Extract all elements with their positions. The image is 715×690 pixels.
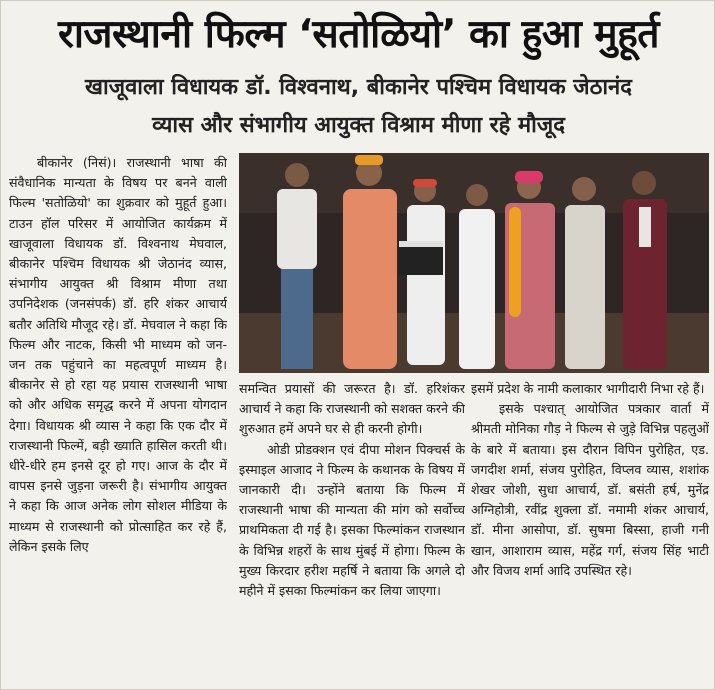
article-column-2 xyxy=(239,379,465,687)
paragraph: बीकानेर (निसं)। राजस्थानी भाषा की संवैधानिक मान्यता के विषय पर बनने वाली फिल्म 'सतोळियो' का शुक्रवार को मुहूर्त हुआ। टाउन हॉल परिसर में आयोजित कार्यक्रम में खाजूवाला विधायक डॉ. विश्वनाथ मेघवाल, बीकानेर पश्चिम विधायक श्री जेठानंद व्यास, संभागीय आयुक्त श्री विश्राम मीणा तथा उपनिदेशक (जनसंपर्क) डॉ. हरि शंकर आचार्य बतौर अतिथि मौजूद रहे। डॉ. मेघवाल ने कहा कि फिल्म और नाटक, किसी भी माध्यम को जन-जन तक पहुंचाने का महत्वपूर्ण माध्यम है। बीकानेर से हो रहा यह प्रयास राजस्थानी भाषा को और अधिक समृद्ध करने में अपना योगदान देगा। विधायक श्री व्यास ने कहा कि एक दौर में राजस्थानी फिल्में, बड़ी ख्याति हासिल करती थी। धीरे-धीरे हम इनसे दूर हो गए। आज के दौर में वापस इनसे जुड़ना जरूरी है। संभागीय आयुक्त ने कहा कि आज अनेक लोग सोशल मीडिया के माध्यम से राजस्थानी को प्रोत्साहित कर रहे हैं, लेकिन इसके लिए xyxy=(9,155,227,554)
subheadline-line-1: खाजूवाला विधायक डॉ. विश्वनाथ, बीकानेर पश्चिम विधायक जेठानंद xyxy=(85,75,632,100)
paragraph: इसके पश्चात् आयोजित पत्रकार वार्ता में श्रीमती मोनिका गौड़ ने फिल्म से जुड़े विभिन्न पहलुओं के बारे में बताया। इस दौरान विपिन पुरोहित, एड. जगदीश शर्मा, संजय पुरोहित, विप्लव व्यास, शशांक शेखर जोशी, सुधा आचार्य, डॉ. बसंती हर्ष, मुनेंद्र अग्निहोत्री, रवींद्र शुक्ला डॉ. नमामी शंकर आचार्य, डॉ. मीना आसोपा, डॉ. सुषमा बिस्सा, हाजी गनी खान, आशाराम व्यास, महेंद्र गर्ग, संजय सिंह भाटी और विजय शर्मा आदि उपस्थित रहे। xyxy=(471,401,709,578)
subheadline-line-2: व्यास और संभागीय आयुक्त विश्राम मीणा रहे मौजूद xyxy=(152,113,565,138)
event-photo xyxy=(239,153,709,373)
paragraph: इसमें प्रदेश के नामी कलाकार भागीदारी निभा रहे हैं। xyxy=(471,381,705,396)
article-column-1 xyxy=(9,153,227,687)
paragraph: ओडी प्रोडक्शन एवं दीपा मोशन पिक्चर्स के इस्माइल आजाद ने फिल्म के कथानक के विषय में जानकारी दी। उन्होंने बताया कि फिल्म में राजस्थानी भाषा की मान्यता की मांग को सर्वोच्च प्राथमिकता दी गई है। इसका फिल्मांकन राजस्थान के विभिन्न शहरों के साथ मुंबई में होगा। फिल्म के मुख्य किरदार हरीश महर्षि ने बताया कि अगले दो महीने में इसका फिल्मांकन कर लिया जाएगा। xyxy=(239,441,465,599)
paragraph: समन्वित प्रयासों की जरूरत है। डॉ. हरिशंकर आचार्य ने कहा कि राजस्थानी को सशक्त करने की शुरुआत हमें अपने घर से ही करनी होगी। xyxy=(239,381,465,437)
article-column-3 xyxy=(471,379,709,687)
headline: राजस्थानी फिल्म ‘सतोळियो’ का हुआ मुहूर्त xyxy=(57,12,660,57)
event-photo-illustration xyxy=(239,153,709,373)
